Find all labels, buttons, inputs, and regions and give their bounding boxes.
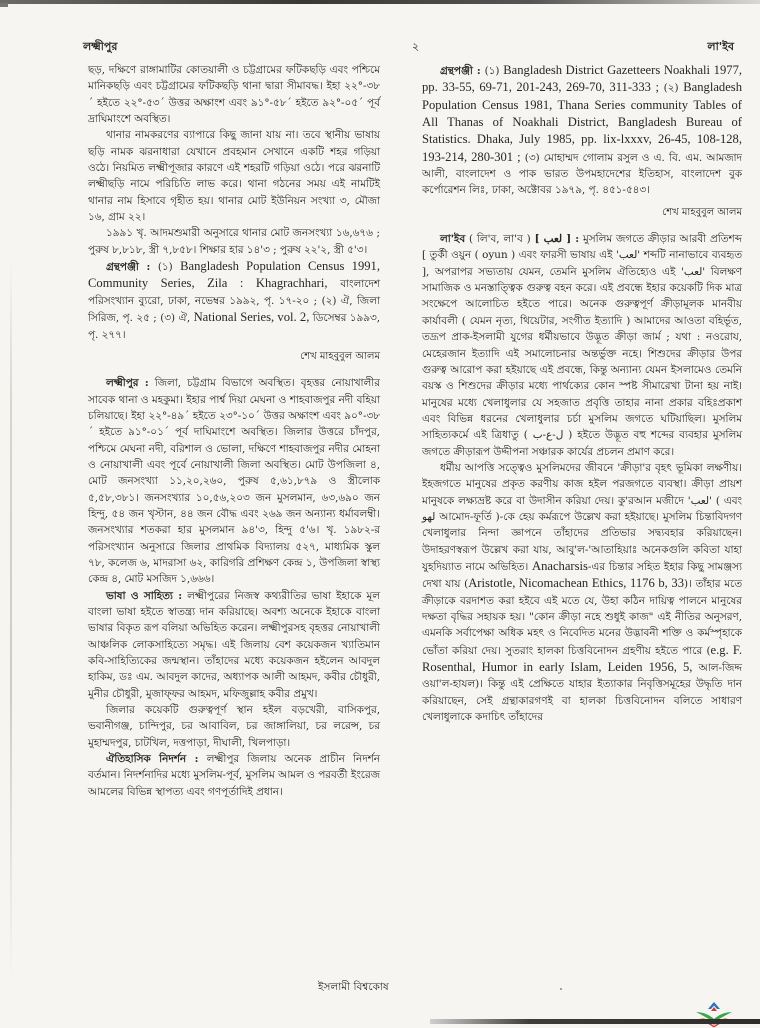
bibliography-label: গ্রন্থপঞ্জী :: [106, 261, 151, 274]
section-label: ঐতিহাসিক নিদর্শন :: [106, 753, 199, 766]
section-label: ভাষা ও সাহিত্য :: [106, 589, 183, 602]
author-signature: শেখ মাহবুবুল আলম: [300, 350, 380, 362]
page-number: ২: [412, 40, 420, 53]
running-title-right: লা'ইব: [707, 40, 734, 53]
right-column: [422, 62, 742, 725]
publication-title: ইসলামী বিশ্বকোষ: [318, 981, 389, 993]
bibliography: গ্রন্থপঞ্জী : (১) Bangladesh District Gazetteers Noakhali 1977, pp. 33-55, 69-71, 201-243, 269-70, 311-333 ; (২) Bangladesh Population Census 1981, Thana Series community Tables of All Thanas of Noakhali District, Bangladesh Bureau of Statistics. Dhaka, July 1985, pp. lix-lxxxv, 26-45, 108-128, 193-214, 280-301 ; (৩) মোহাম্মদ গোলাম রসুল ও এ. বি. এম. আমজাদ আলী, বাংলাদেশ ও পাক ভারত উপমহাদেশের ইতিহাস, বাংলাদেশ বুক কর্পোরেশন লিঃ, ঢাকা, অক্টোবর ১৯৭৯, পৃ. ৪৫১-৫৪৩।: [422, 63, 743, 197]
bibliography-label: গ্রন্থপঞ্জী :: [440, 65, 481, 77]
paragraph: থানার নামকরণের ব্যাপারে কিছু জানা যায় না। তবে স্থানীয় ভাষায় ছড়ি নামক ঝরনাধারা যেখানে প্রবহমান সেখানে একটি শহর গড়িয়া ওঠে। নিয়মিত লক্ষ্মীপূজার কারণে এই শহরটি গড়িয়া ওঠে। পরে ঝরনাটি লক্ষ্মীছড়ি নামে পরিচিতি লাভ করে। থানা গঠনের সময় এই নামটিই থানার নাম হিসাবে গৃহীত হয়। থানার মোট ইউনিয়ন সংখ্যা ৩, মৌজা ১৬, গ্রাম ২২।: [88, 129, 380, 224]
page-header: [0, 38, 760, 58]
scan-corner-mark: [0, 3, 8, 7]
headword-variants: ( লি'ব, লা'ব ): [468, 233, 531, 246]
scan-binding-shadow: [10, 260, 12, 980]
scan-speck: [560, 988, 562, 990]
section-language-literature: ভাষা ও সাহিত্য : লক্ষ্মীপুরের নিজস্ব কথ্যরীতির ভাষা ইহাকে মূল বাংলা ভাষা হইতে স্বাতন্ত্র্য দান করিয়াছে। অবশ্য অনেকে ইহাকে বাংলা ভাষার বিকৃত রূপ বলিয়া অভিহিত করেন। লক্ষ্মীপুরসহ বৃহত্তর নোয়াখালী আঞ্চলিক লোকসাহিত্যে সমৃদ্ধ। এই জিলায় বেশ কয়েকজন খ্যাতিমান কবি-সাহিত্যিকের জন্মস্থান। তাঁহাদের মধ্যে কয়েকজন হইলেন আবদুল হাকিম, ডঃ এম. আবদুল কাদের, অধ্যাপক আলী আহমদ, কবীর চৌধুরী, মুনীর চৌধুরী, মুজাফ্ফর আহমদ, মফিজুল্লাহ কবীর প্রমুখ।: [88, 589, 380, 700]
running-title-left: লক্ষ্মীপুর: [83, 40, 118, 53]
entry-headword: লা'ইব: [440, 233, 466, 246]
scan-top-edge: [0, 0, 760, 4]
scan-bottom-edge: [430, 1019, 760, 1024]
arabic-term: [ لعب ] :: [534, 233, 580, 246]
paragraph: ধর্মীয় আপত্তি সত্ত্বেও মুসলিমদের জীবনে 'ক্রীড়া'র বৃহৎ ভূমিকা লক্ষণীয়। ইহজগতে মানুষের প্রকৃত করণীয় কাজ হইল পরজগতে ব্যবস্থা। ক্রীড়া প্রায়শ মানুষকে লক্ষ্যভ্রষ্ট করে বা উদাসীন করিয়া দেয়। কু'রআন মজীদে 'لعب' ( এবং لهو আমোদ-ফূর্তি )-কে হেয় কর্মরূপে উল্লেখ করা হইয়াছে। মুসলিম চিন্তাবিদগণ খেলাধুলার নিন্দা জ্ঞাপনে তাঁহাদের প্রতিভার সদ্ব্যবহার করিয়াছেন। উদাহরণস্বরূপ উল্লেখ করা যায়, আবু'ল-'আতাহিয়াঃ অনেকগুলি কবিতা যাহা যুহদিয়্যাত নামে অভিহিত। Anacharsis-এর চিন্তার সহিত ইহার কিছু সামঞ্জস্য দেখা যায় (Aristotle, Nicomachean Ethics, 1176 b, 33)। তাঁহার মতে ক্রীড়াকে বরদাশত করা হইবে এই মতে যে, উহা কঠিন দায়িত্ব পালনে মানুষের দক্ষতা বৃদ্ধির সহায়ক হয়। "কোন ক্রীড়া নহে শুধুই কাজ" এই নীতির অনুসরণ, এমনকি সর্বাপেক্ষা অধিক মহৎ ও নিবেদিত মনের উদ্ভাবনী শক্তি ও কর্মস্পৃহাকে ভোঁতা করিয়া দেয়। সুতরাং হালকা চিত্তবিনোদন গ্রহণীয় হইতে পারে (e.g. F. Rosenthal, Humor in early Islam, Leiden 1956, 5, আল-জিদ্দ ওয়া'ল-হাযল)। কিন্তু এই প্রেক্ষিতে যাহার ইত্যাকার নিবৃত্তিসমূহের উদ্ধৃতি দান করিয়াছেন, সেই গ্রন্থাকারগণই বা হালকা চিত্তবিনোদন বলিতে সাধারণ খেলাধুলাকে কদাচিৎ তাঁহাদের: [422, 461, 743, 724]
paragraph: ১৯৯১ খৃ. আদমশুমারী অনুসারে থানার মোট জনসংখ্যা ১৬,৬৭৬ ; পুরুষ ৮,৮১৮, স্ত্রী ৭,৮৫৮। শিক্ষার হার ১৪'৩ ; পুরুষ ২২'২, স্ত্রী ৫'৩।: [88, 227, 380, 256]
entry-paragraph: লক্ষ্মীপুর : জিলা, চট্টগ্রাম বিভাগে অবস্থিত। বৃহত্তর নোয়াখালীর সাবেক থানা ও মহকুমা। ইহার পার্শ্ব দিয়া মেঘনা ও শাহবাজপুর নদী বহিয়া চলিয়াছে। ইহা ২২°-৪৯´ হইতে ২৩°-১০´ উত্তর অক্ষাংশ এবং ৯০°-৩৮´ হইতে ৯১°-০১´ পূর্ব দাঘিমাংশে অবস্থিত। জিলার উত্তরে চাঁদপুর, পশ্চিমে মেঘনা নদী, বরিশাল ও ভোলা, দক্ষিণে শাহবাজপুর নদীর মোহনা ও নোয়াখালী এবং পূর্বে নোয়াখালী জিলা অবস্থিত। মোট উপজিলা ৪, মোট জনসংখ্যা ১১,২০,২৬০, পুরুষ ৫,৬১,৮৭৯ ও স্ত্রীলোক ৫,৫৮,৩৮১। জনসংখ্যার ১০,৫৬,২০৩ জন মুসলমান, ৬৩,৬৯০ জন হিন্দু, ৫৪ জন খৃস্টান, ৪৪ জন বৌদ্ধ এবং ২৬৯ জন অন্যান্য ধর্মাবলম্বী। জনসংখ্যার শতকরা হার মুসলমান ৯৪'৩, হিন্দু ৫'৬। খৃ. ১৯৮২-র পরিসংখ্যান অনুসারে জিলার প্রাথমিক বিদ্যালয় ৫২৭, মাধ্যমিক স্কুল ৭৮, কলেজ ৬, মাদরাসা ৬২, কারিগরি প্রশিক্ষণ কেন্দ্র ১, উপজিলা স্বাস্থ্য কেন্দ্র ৪, মোট মসজিদ ১,৬৬৬।: [88, 377, 380, 586]
paragraph: জিলার কয়েকটি গুরুত্বপূর্ণ স্থান হইল বড়খেরী, বাসিকপুর, ভবানীগঞ্জ, চান্দিপুর, চর আবাবিল, চর জাঙ্গালিয়া, চর লরেন্স, চর মুহাম্মদপুর, চাটখিল, দত্তপাড়া, দীঘালী, খিলপাড়া।: [88, 704, 380, 749]
section-historical-monuments: ঐতিহাসিক নিদর্শন : লক্ষ্মীপুর জিলায় অনেক প্রাচীন নিদর্শন বর্তমান। নিদর্শনাদির মধ্যে মুসলিম-পূর্ব, মুসলিম আমল ও পরবর্তী ইংরেজ আমলের বিভিন্ন স্থাপত্য এবং গণপূর্তাদিই প্রধান।: [88, 753, 380, 798]
entry-paragraph: লা'ইব ( লি'ব, লা'ব ) [ لعب ] : মুসলিম জগতে ক্রীড়ার আরবী প্রতিশব্দ [ তুর্কী ওয়ুন ( oyun ) এবং ফারসী ভাষায় এই 'لعب' শব্দটি নানাভাবে ব্যবহৃত ], অপরাপর সভ্যতায় যেমন, তেমনি মুসলিম ঐতিহ্যেও এই 'لعب' বিলক্ষণ সামাজিক ও মনস্তাত্ত্বিক গুরুত্ব বহন করে। এই প্রবন্ধে ইহার কয়েকটি দিক মাত্র সংক্ষেপে আলোচিত হইতে পারে। অনেক গুরুত্বপূর্ণ ক্রীড়ামূলক মানবীয় কার্যাবলী ( যেমন নৃত্য, থিয়েটার, সংগীত ইত্যাদি ) আমাদের আওতা বহির্ভূত, তদ্রূপ প্রাক-ইসলামী যুগের ধর্মীয়ভাবে উদ্ভূত ক্রীড়া জার্ম ; যথা : নওরোয, মেহেরজান ইত্যাদি এই সমালোচনার অন্তর্ভুক্ত নহে। শিশুদের ক্রীড়ার উপর গুরুত্ব আরোপ করা হইয়াছে এই প্রবন্ধে, কিন্তু অন্যান্য যেমন ইসলামেও তেমনি বয়স্ক ও শিশুদের ক্রীড়ার মধ্যে পার্থক্যের কোন স্পষ্ট সীমারেখা টানা হয় নাই। মানুষের মধ্যে খেলাধুলার যে সহজাত প্রবৃত্তি তাহার নানা প্রকার বহিঃপ্রকাশ এবং বিভিন্ন ধরনের খেলাধুলার চর্চা মুসলিম জগতে ঘটিয়াছিল। মুসলিম সাহিত্যকর্মে এই ত্রিধাতু ( ل-ع-ب ) হইতে উদ্ভূত বহু শব্দের ব্যবহার মুসলিম জগতে ক্রীড়ারূপ উদ্দীপনা সঞ্চারক কার্যের প্রচলন প্রমাণ করে।: [422, 233, 742, 458]
entry-headword: লক্ষ্মীপুর :: [106, 377, 149, 390]
paragraph: ছড়, দক্ষিণে রাঙ্গামাটির কোতয়ালী ও চট্টগ্রামের ফটিকছড়ি এবং পশ্চিমে মানিকছড়ি এবং চট্টগ্রামের ফটিকছড়ি থানা দ্বারা সীমাবদ্ধ। ইহা ২২°-৩৮´ হইতে ২২°-৫৩´ উত্তর অক্ষাংশ এবং ৯১°-৫৮´ হইতে ৯২°-০৫´ পূর্ব দ্রাঘিমাংশে অবস্থিত।: [88, 64, 380, 126]
author-signature: শেখ মাহবুবুল আলম: [662, 206, 742, 218]
left-column: [88, 62, 380, 800]
bibliography: গ্রন্থপঞ্জী : (১) Bangladesh Population Census 1991, Community Series, Zila : Khagrachhari, বাংলাদেশ পরিসংখ্যান ব্যুরো, ঢাকা, নভেম্বর ১৯৯২, পৃ. ১৭-২০ ; (২) ঐ, জিলা সিরিজ, পৃ. ২৫ ; (৩) ঐ, National Series, vol. 2, ডিসেম্বর ১৯৯৩, পৃ. ২৭৭।: [88, 259, 381, 341]
